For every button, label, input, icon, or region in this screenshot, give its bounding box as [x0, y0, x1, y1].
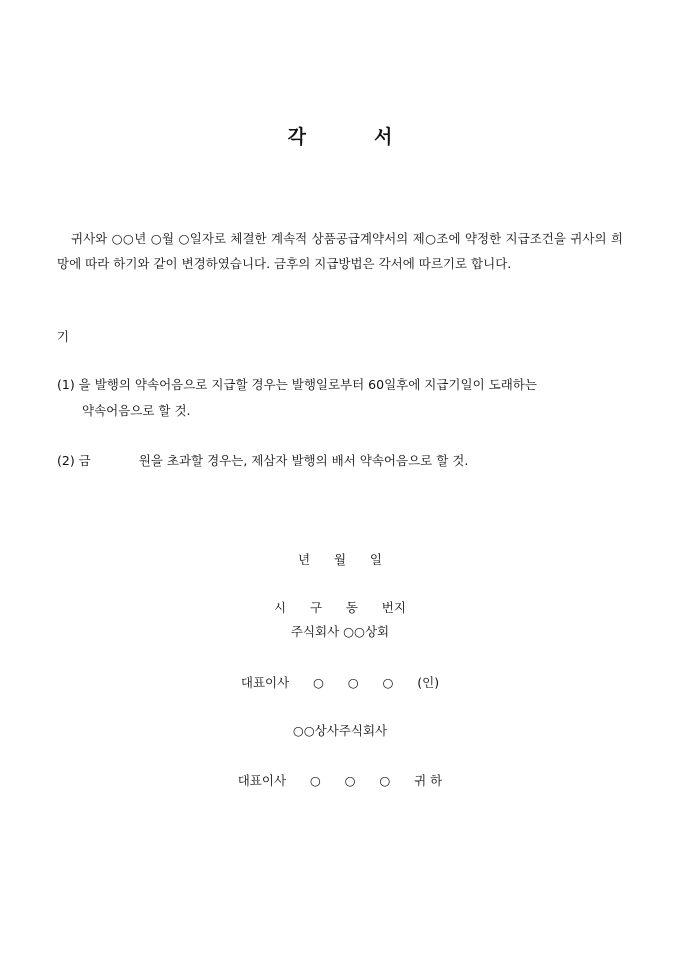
address-line: 시 구 동 번지	[274, 600, 406, 615]
company-name-1: 주식회사 ○○상회	[290, 624, 390, 639]
body-paragraph: 귀사와 ○○년 ○월 ○일자로 체결한 계속적 상품공급계약서의 제○조에 약정한 지급조건을 귀사의 희망에 따라 하기와 같이 변경하였습니다. 금후의 지급방법은 각서에 따르기로 합니다.	[57, 231, 623, 271]
company-name-2: ○○상사주식회사	[292, 723, 388, 738]
item-2-suffix: 원을 초과할 경우는, 제삼자 발행의 배서 약속어음으로 할 것.	[138, 453, 469, 468]
item-1-line-1: (1) 을 발행의 약속어음으로 지급할 경우는 발행일로부터 60일후에 지급기일이 도래하는	[57, 377, 537, 392]
item-2	[57, 448, 627, 474]
representative-line-2: 대표이사 ○ ○ ○ 귀 하	[237, 773, 443, 788]
body-paragraph-container	[57, 226, 623, 276]
date-line: 년 월 일	[298, 552, 382, 567]
title-char-1: 각	[287, 126, 306, 148]
title-char-2: 서	[374, 126, 393, 148]
item-1-line-2: 약속어음으로 할 것.	[82, 403, 191, 418]
document-title	[0, 122, 680, 149]
item-1	[57, 372, 627, 424]
item-2-prefix: (2) 금	[57, 453, 91, 468]
representative-line-1: 대표이사 ○ ○ ○ (인)	[240, 675, 440, 690]
gi-label: 기	[57, 329, 70, 344]
